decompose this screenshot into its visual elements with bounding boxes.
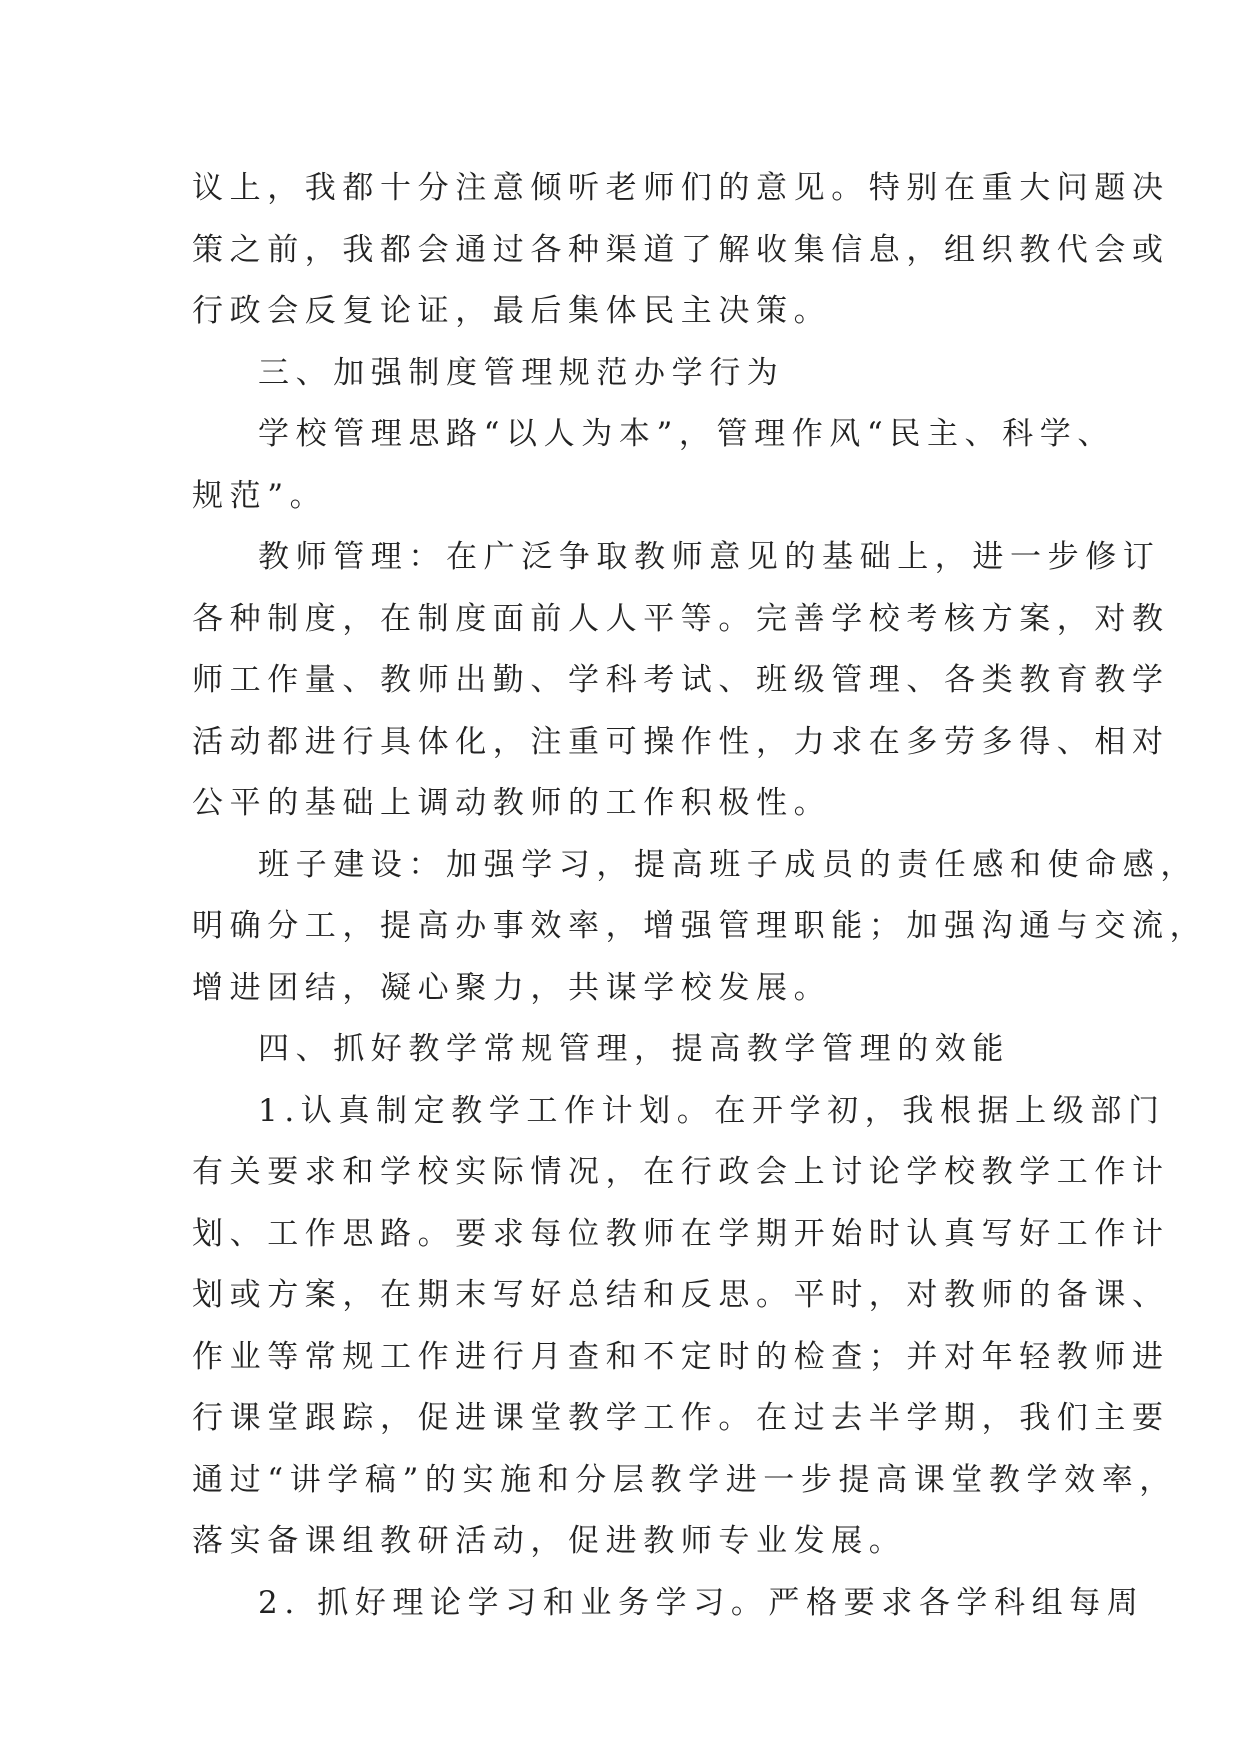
text-line: 师工作量、教师出勤、学科考试、班级管理、各类教育教学: [192, 662, 1170, 698]
text-line: 教师管理：在广泛争取教师意见的基础上，进一步修订: [258, 539, 1161, 575]
text-line: 规范”。: [192, 477, 328, 514]
text-line: 有关要求和学校实际情况，在行政会上讨论学校教学工作计: [192, 1154, 1170, 1190]
text-line: 活动都进行具体化，注重可操作性，力求在多劳多得、相对: [192, 723, 1170, 760]
text-line: 行课堂跟踪，促进课堂教学工作。在过去半学期，我们主要: [192, 1400, 1170, 1436]
document-body: [192, 158, 1208, 1634]
text-line: 1.认真制定教学工作计划。在开学初，我根据上级部门: [258, 1092, 1166, 1129]
text-line: 明确分工，提高办事效率，增强管理职能；加强沟通与交流，: [192, 908, 1208, 944]
text-line: 策之前，我都会通过各种渠道了解收集信息，组织教代会或: [192, 231, 1170, 268]
text-line: 作业等常规工作进行月查和不定时的检查；并对年轻教师进: [192, 1338, 1170, 1375]
section-heading-4: 四、抓好教学常规管理，提高教学管理的效能: [258, 1031, 1010, 1067]
text-line: 划或方案，在期末写好总结和反思。平时，对教师的备课、: [192, 1277, 1170, 1313]
text-line: 学校管理思路“以人为本”，管理作风“民主、科学、: [258, 416, 1115, 452]
text-line: 各种制度，在制度面前人人平等。完善学校考核方案，对教: [192, 600, 1170, 637]
text-line: 增进团结，凝心聚力，共谋学校发展。: [192, 969, 832, 1006]
text-line: 班子建设：加强学习，提高班子成员的责任感和使命感，: [258, 846, 1198, 883]
text-line: 行政会反复论证，最后集体民主决策。: [192, 293, 832, 329]
section-heading-3: 三、加强制度管理规范办学行为: [258, 354, 785, 391]
text-line: 落实备课组教研活动，促进教师专业发展。: [192, 1523, 907, 1559]
text-line: 公平的基础上调动教师的工作积极性。: [192, 785, 832, 821]
text-line: 2. 抓好理论学习和业务学习。严格要求各学科组每周: [258, 1584, 1145, 1621]
text-line: 通过“讲学稿”的实施和分层教学进一步提高课堂教学效率，: [192, 1461, 1177, 1498]
text-line: 议上，我都十分注意倾听老师们的意见。特别在重大问题决: [192, 170, 1170, 206]
text-line: 划、工作思路。要求每位教师在学期开始时认真写好工作计: [192, 1215, 1170, 1252]
